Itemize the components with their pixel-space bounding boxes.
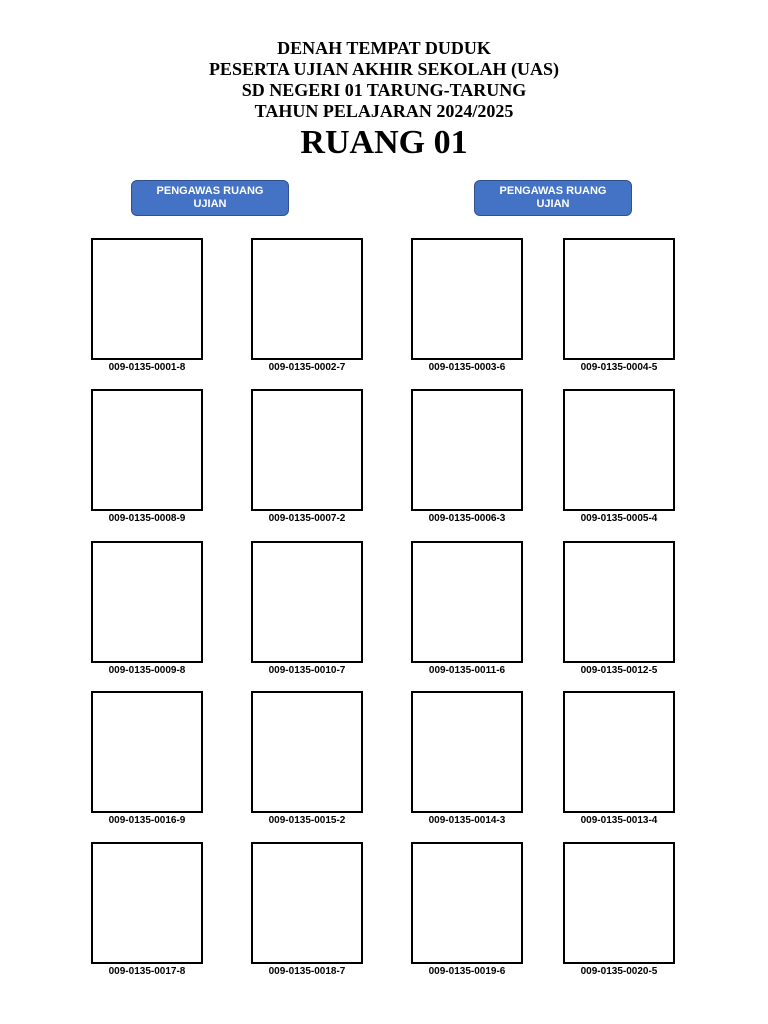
seat-participant-number: 009-0135-0006-3 (428, 513, 506, 524)
seat-box (91, 691, 203, 813)
proctor-box-left (131, 180, 289, 216)
seat-box (91, 842, 203, 964)
seat-participant-number: 009-0135-0011-6 (428, 665, 506, 676)
seat-participant-number: 009-0135-0003-6 (428, 362, 506, 373)
title-line-2: PESERTA UJIAN AKHIR SEKOLAH (UAS) (208, 59, 560, 79)
seat-box (563, 842, 675, 964)
seat-participant-number: 009-0135-0001-8 (108, 362, 186, 373)
seat-participant-number: 009-0135-0008-9 (108, 513, 186, 524)
seat-participant-number: 009-0135-0017-8 (108, 966, 186, 977)
seat-box (411, 238, 523, 360)
document-header (0, 38, 768, 163)
seat-participant-number: 009-0135-0007-2 (268, 513, 346, 524)
seat-box (91, 238, 203, 360)
seat-participant-number: 009-0135-0002-7 (268, 362, 346, 373)
seat-box (91, 389, 203, 511)
seat-box (563, 691, 675, 813)
room-title: RUANG 01 (300, 124, 468, 161)
proctor-label-left: PENGAWAS RUANG UJIAN (156, 185, 264, 210)
seat-participant-number: 009-0135-0019-6 (428, 966, 506, 977)
seat-participant-number: 009-0135-0016-9 (108, 815, 186, 826)
seat-box (411, 541, 523, 663)
seat-box (251, 842, 363, 964)
seat-participant-number: 009-0135-0005-4 (580, 513, 658, 524)
school-name: SD NEGERI 01 TARUNG-TARUNG (241, 80, 527, 100)
seat-box (251, 389, 363, 511)
seat-box (563, 238, 675, 360)
seat-box (91, 541, 203, 663)
seat-box (563, 541, 675, 663)
seat-participant-number: 009-0135-0020-5 (580, 966, 658, 977)
seat-box (411, 389, 523, 511)
seat-box (251, 691, 363, 813)
seat-box (411, 842, 523, 964)
seat-box (251, 541, 363, 663)
seat-box (411, 691, 523, 813)
seat-participant-number: 009-0135-0009-8 (108, 665, 186, 676)
seat-box (563, 389, 675, 511)
seat-box (251, 238, 363, 360)
proctor-box-right (474, 180, 632, 216)
seat-participant-number: 009-0135-0015-2 (268, 815, 346, 826)
proctor-label-right: PENGAWAS RUANG UJIAN (499, 185, 607, 210)
seat-participant-number: 009-0135-0018-7 (268, 966, 346, 977)
seat-participant-number: 009-0135-0012-5 (580, 665, 658, 676)
seat-participant-number: 009-0135-0010-7 (268, 665, 346, 676)
school-year: TAHUN PELAJARAN 2024/2025 (254, 101, 514, 121)
seat-participant-number: 009-0135-0013-4 (580, 815, 658, 826)
seat-participant-number: 009-0135-0004-5 (580, 362, 658, 373)
seat-participant-number: 009-0135-0014-3 (428, 815, 506, 826)
title-line-1: DENAH TEMPAT DUDUK (277, 38, 491, 58)
